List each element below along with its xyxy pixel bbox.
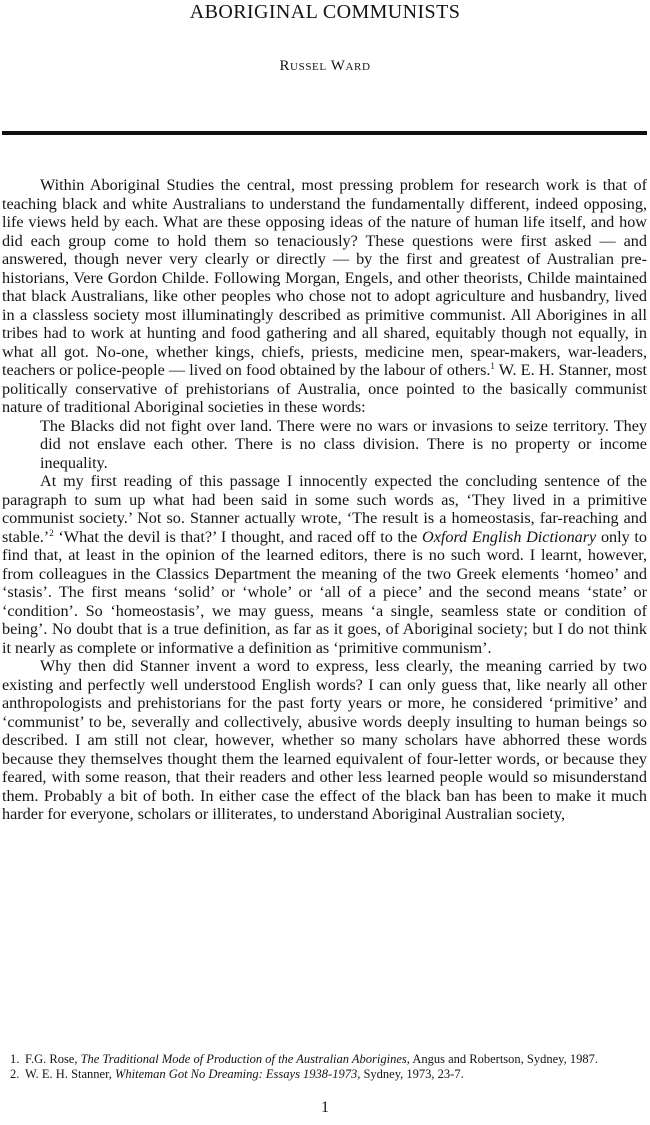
footnote-author: F.G. Rose, [25,1052,81,1066]
paragraph-2-text-a: At my first reading of this passage I innocently expected the concluding sentence of the paragraph to sum up what had been said in some such words as, ‘They lived in a primitive communist society.’ Not so. Stanner actually wrote, ‘The result is a homeostasis, far-reaching and stable.’ [2,472,647,546]
footnote-number: 2. [10,1067,20,1081]
footnotes [2,1052,647,1082]
article-body [2,176,647,824]
paragraph-2 [2,472,647,657]
footnote-text [25,1067,647,1082]
footnote-text [25,1052,647,1067]
article-title: ABORIGINAL COMMUNISTS [189,1,461,23]
paragraph-1 [2,176,647,417]
footnote-publisher: Sydney, 1973, 23-7. [360,1067,464,1081]
footnote-ref-1: 1 [490,361,495,371]
page-number: 1 [321,1099,329,1116]
paragraph-1-text-b: W. E. H. Stanner, most politically conservative of prehistorians of Australia, once pointed to the basically communist nature of traditional Aboriginal societies in these words: [2,361,647,416]
footnote-publisher: Angus and Robertson, Sydney, 1987. [409,1052,598,1066]
footnote-author: W. E. H. Stanner, [25,1067,115,1081]
footnote-1 [2,1052,647,1067]
paragraph-2-text-c: only to find that, at least in the opinion of the learned editors, there is no such word. I learnt, however, from colleagues in the Classics Department the meaning of the two Greek elements ‘homeo’ and ‘stasis’. The first means ‘solid’ or ‘whole’ or ‘all of a piece’ and the second means ‘state’ or ‘condition’. So ‘homeostasis’, we may guess, means ‘a single, seamless state or condition of being’. No doubt that is a true definition, as far as it goes, of Aboriginal society; but I do not think it nearly as complete or informative a definition as ‘primitive communism’. [2,527,648,657]
footnote-title: The Traditional Mode of Production of the Australian Aborigines, [80,1052,410,1066]
title-divider [2,131,647,135]
footnote-2 [2,1067,647,1082]
footnote-ref-2: 2 [49,527,54,538]
paragraph-2-text-b: ‘What the devil is that?’ I thought, and raced off to the [53,527,422,546]
paragraph-1-text-a: Within Aboriginal Studies the central, most pressing problem for research work is that of teaching black and white Australians to understand the fundamentally different, indeed opposing, life views held by each. What are these opposing ideas of the nature of human life itself, and how did each group come to hold them so tenaciously? These questions were first asked — and answered, though never very clearly or directly — by the first and greatest of Australian pre-historians, Vere Gordon Childe. Following Morgan, Engels, and other theorists, Childe maintained that black Australians, like other peoples who chose not to adopt agriculture and husbandry, lived in a classless society most illuminatingly described as primitive communist. All Aborigines in all tribes had to work at hunting and food gathering and all shared, equitably though not equally, in what all got. No-one, whether kings, chiefs, priests, medicine men, spear-makers, war-leaders, teachers or police-people — lived on food obtained by the labour of others. [2,176,647,379]
footnote-title: Whiteman Got No Dreaming: Essays 1938-1973, [115,1067,361,1081]
article-author: Russel Ward [279,58,371,74]
footnote-number: 1. [10,1052,20,1066]
paragraph-2-italic-title: Oxford English Dictionary [422,527,597,546]
paragraph-3: Why then did Stanner invent a word to express, less clearly, the meaning carried by two existing and perfectly well understood English words? I can only guess that, like nearly all other anthropologists and prehistorians for the past forty years or more, he considered ‘primitive’ and ‘communist’ to be, severally and collectively, abusive words deeply insulting to human beings so described. I am still not clear, however, whether so many scholars have abhorred these words because they themselves thought them the learned equivalent of four-letter words, or because they feared, with some reason, that their readers and other less learned people would so misunderstand them. Probably a bit of both. In either case the effect of the black ban has been to make it much harder for everyone, scholars or illiterates, to understand Aboriginal Australian society, [2,657,647,823]
block-quote: The Blacks did not fight over land. There were no wars or invasions to seize territory. They did not enslave each other. There is no class division. There is no property or income inequality. [40,416,647,472]
